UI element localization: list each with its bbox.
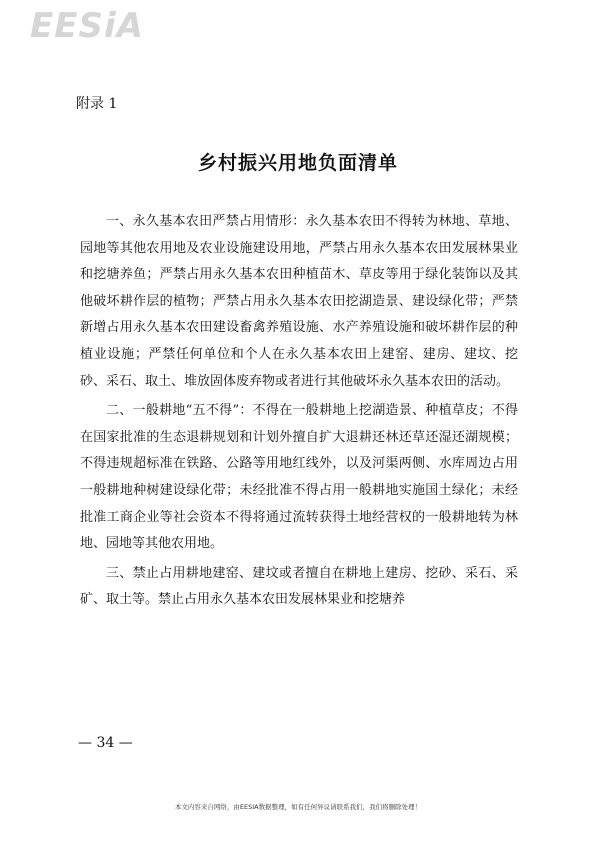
document-title: 乡村振兴用地负面清单 <box>197 152 398 174</box>
paragraph-1: 一、永久基本农田严禁占用情形：永久基本农田不得转为林地、草地、园地等其他农用地及农业设施建设用地，严禁占用永久基本农田发展林果业和挖塘养鱼；严禁占用永久基本农田种植苗木、草皮等用于绿化装饰以及其他破坏耕作层的植物；严禁占用永久基本农田挖湖造景、建设绿化带；严禁新增占用永久基本农田建设畜禽养殖设施、水产养殖设施和破坏耕作层的种植业设施；严禁任何单位和个人在永久基本农田上建窑、建房、建坟、挖砂、采石、取土、堆放固体废弃物或者进行其他破坏永久基本农田的活动。 <box>80 214 518 389</box>
eesia-watermark-logo: EESiA <box>30 6 144 46</box>
footer-notice: 本文内容来自网络，由EESIA数据整理，如有任何异议请联系我们，我们将删除处理！ <box>174 803 422 811</box>
paragraph-3: 三、禁止占用耕地建窑、建坟或者擅自在耕地上建房、挖砂、采石、采矿、取土等。禁止占用永久基本农田发展林果业和挖塘养 <box>80 565 518 608</box>
paragraph-2: 二、一般耕地“五不得”：不得在一般耕地上挖湖造景、种植草皮；不得在国家批准的生态退耕规划和计划外擅自扩大退耕还林还草还湿还湖规模；不得违规超标准在铁路、公路等用地红线外，以及河渠两侧、水库周边占用一般耕地种树建设绿化带；未经批准不得占用一般耕地实施国土绿化；未经批准工商企业等社会资本不得将通过流转获得土地经营权的一般耕地转为林地、园地等其他农用地。 <box>80 403 518 552</box>
appendix-label: 附录 1 <box>76 96 118 112</box>
document-body <box>80 209 518 614</box>
page-number: — 34 — <box>78 735 133 751</box>
